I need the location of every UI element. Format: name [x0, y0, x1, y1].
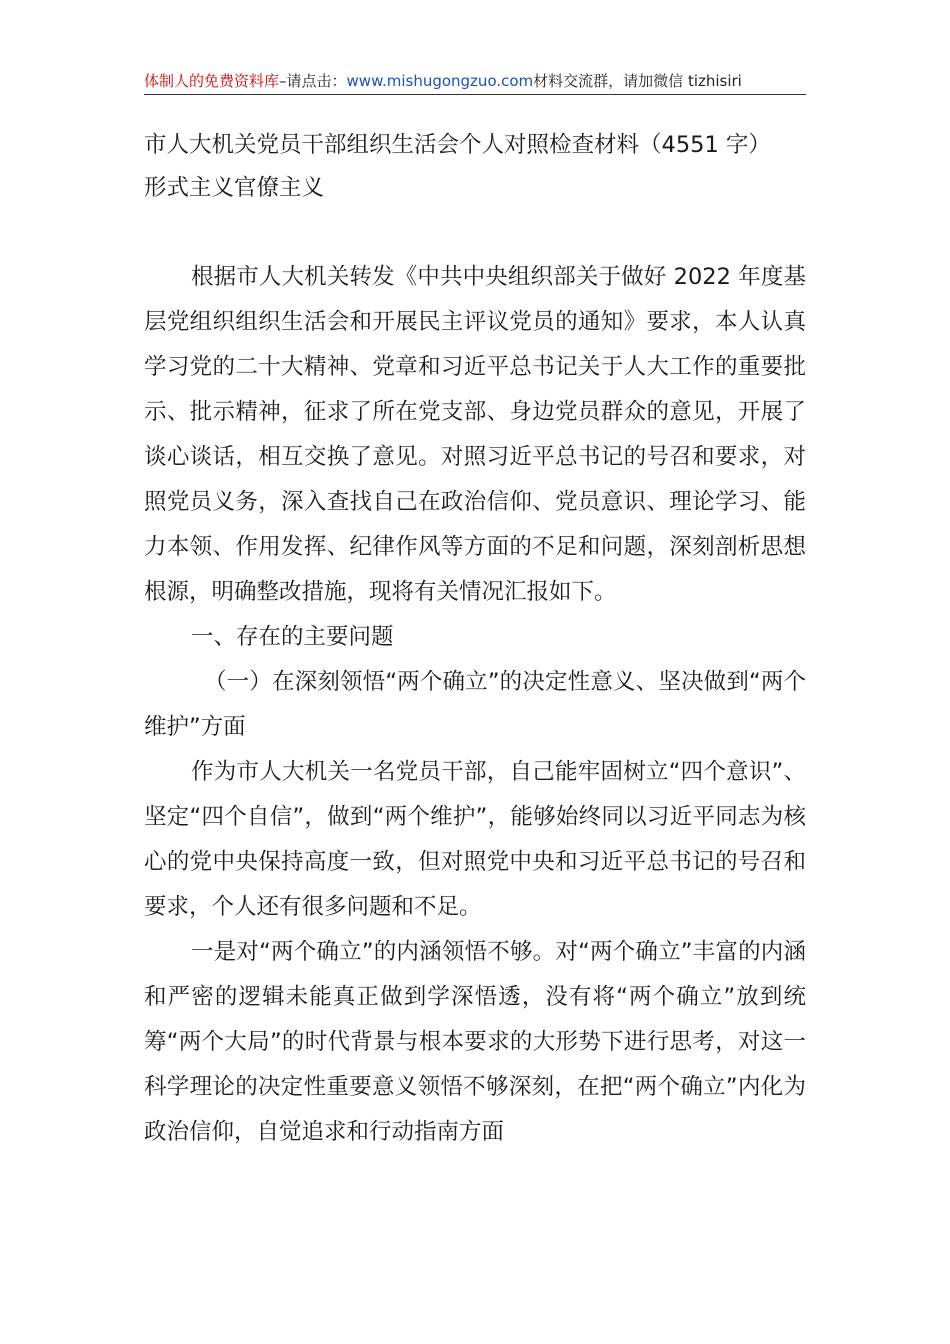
- title-line-1: 市人大机关党员干部组织生活会个人对照检查材料（4551 字）: [144, 132, 771, 158]
- section-heading-1: 一、存在的主要问题: [191, 624, 394, 650]
- paragraph-2: 作为市人大机关一名党员干部，自己能牢固树立“四个意识”、坚定“四个自信”，做到“两个维护”，能够始终同以习近平同志为核心的党中央保持高度一致，但对照党中央和习近平总书记的号召和要求，个人还有很多问题和不足。: [144, 759, 806, 920]
- paragraph-intro: 根据市人大机关转发《中共中央组织部关于做好 2022 年度基层党组织组织生活会和开展民主评议党员的通知》要求，本人认真学习党的二十大精神、党章和习近平总书记关于人大工作的重要批示、批示精神，征求了所在党支部、身边党员群众的意见，开展了谈心谈话，相互交换了意见。对照习近平总书记的号召和要求，对照党员义务，深入查找自己在政治信仰、党员意识、理论学习、能力本领、作用发挥、纪律作风等方面的不足和问题，深刻剖析思想根源，明确整改措施，现将有关情况汇报如下。: [144, 264, 806, 605]
- subsection-heading-1: （一）在深刻领悟“两个确立”的决定性意义、坚决做到“两个维护”方面: [144, 669, 806, 740]
- header-brand: 体制人的免费资料库: [144, 72, 280, 90]
- header-url-link[interactable]: www.mishugongzuo.com: [346, 72, 534, 90]
- paragraph-3: 一是对“两个确立”的内涵领悟不够。对“两个确立”丰富的内涵和严密的逻辑未能真正做到学深悟透，没有将“两个确立”放到统筹“两个大局”的时代背景与根本要求的大形势下进行思考，对这一科学理论的决定性重要意义领悟不够深刻，在把“两个确立”内化为政治信仰，自觉追求和行动指南方面: [144, 939, 806, 1145]
- header-prompt: –请点击：: [279, 72, 347, 90]
- title-line-2: 形式主义官僚主义: [144, 175, 325, 201]
- header-tail: 材料交流群，请加微信 tizhisiri: [533, 72, 742, 90]
- page-header: [144, 68, 806, 95]
- document-title: [144, 124, 806, 210]
- document-body: [144, 255, 806, 1155]
